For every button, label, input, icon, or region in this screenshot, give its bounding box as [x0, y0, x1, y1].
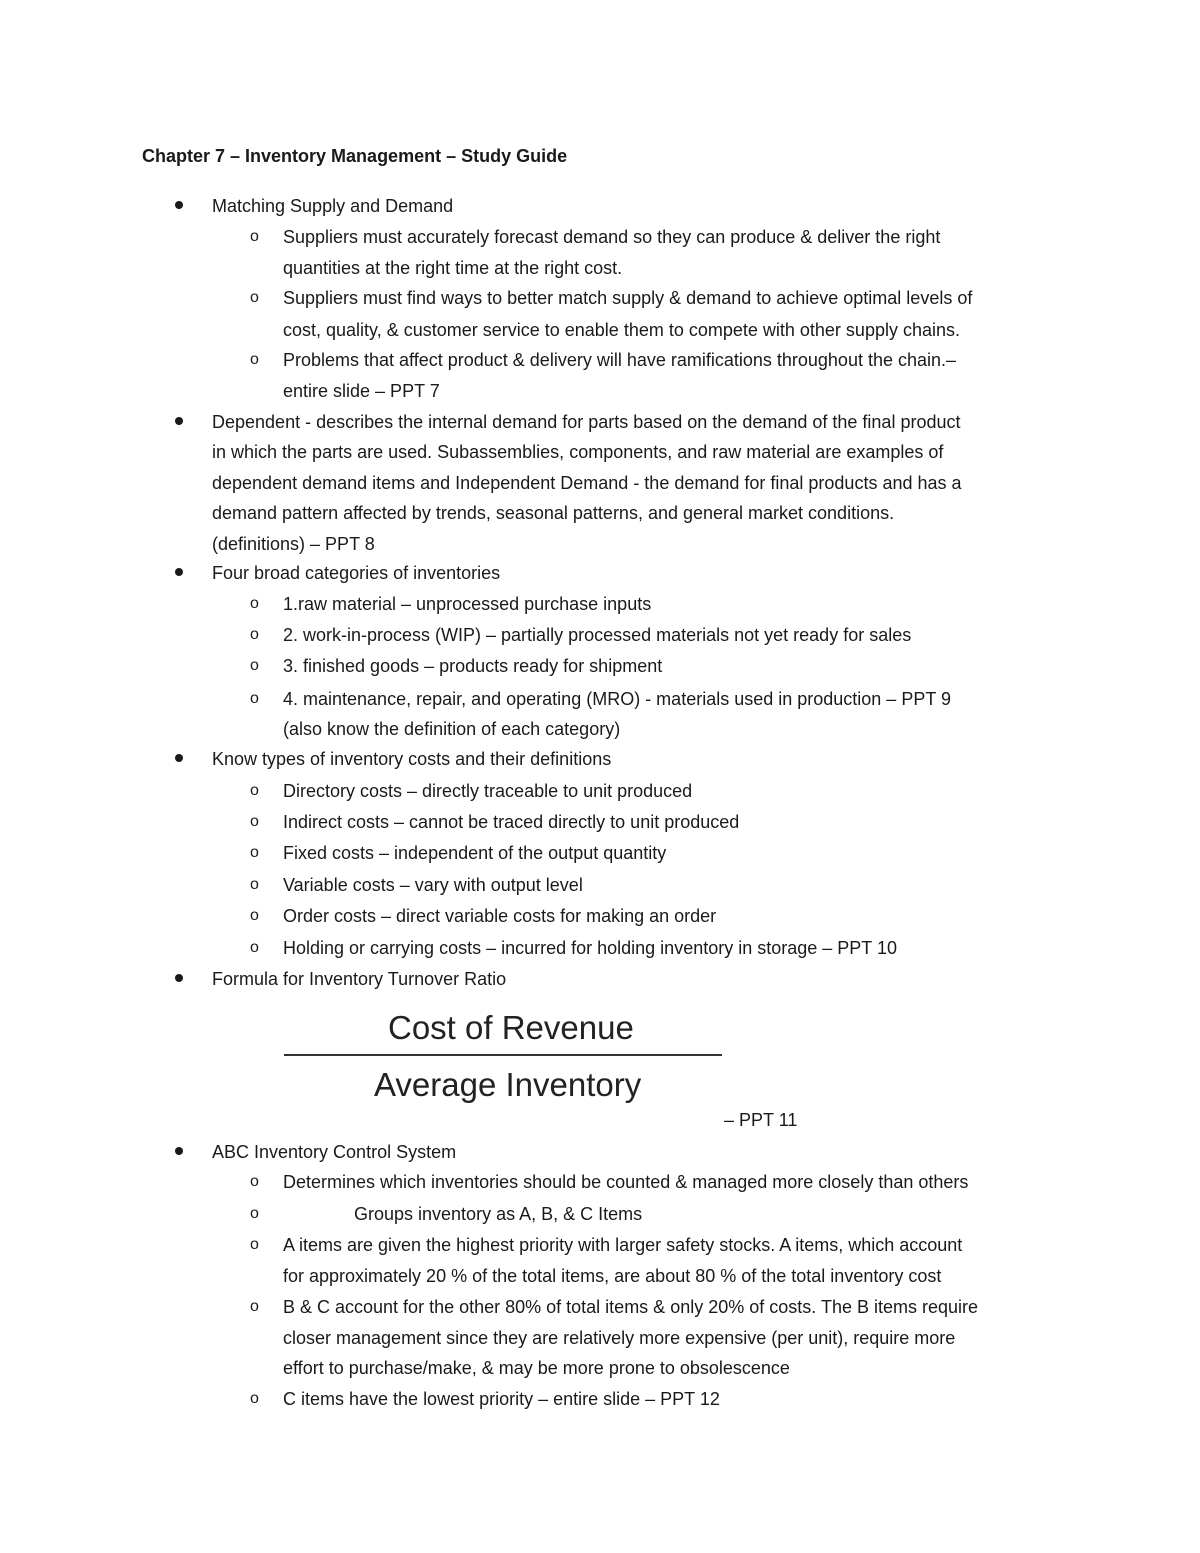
list-item: 3. finished goods – products ready for shipment — [283, 656, 663, 676]
subbullet-icon: o — [250, 1236, 259, 1253]
list-item: Suppliers must find ways to better match supply & demand to achieve optimal levels of — [283, 288, 973, 308]
list-item-continuation: (also know the definition of each category) — [283, 719, 621, 739]
bullet-icon — [175, 974, 183, 982]
subbullet-icon: o — [250, 228, 259, 245]
section-heading-categories: Four broad categories of inventories — [212, 563, 501, 583]
list-item: Suppliers must accurately forecast demand so they can produce & deliver the right — [283, 227, 941, 247]
dependent-paragraph-line: dependent demand items and Independent Demand - the demand for final products and has a — [212, 473, 962, 493]
subbullet-icon: o — [250, 1205, 259, 1222]
subbullet-icon: o — [250, 1390, 259, 1407]
subbullet-icon: o — [250, 690, 259, 707]
subbullet-icon: o — [250, 626, 259, 643]
subbullet-icon: o — [250, 657, 259, 674]
list-item: Determines which inventories should be counted & managed more closely than others — [283, 1172, 969, 1192]
bullet-icon — [175, 754, 183, 762]
formula-denominator: Average Inventory — [374, 1066, 642, 1103]
list-item-continuation: for approximately 20 % of the total items, are about 80 % of the total inventory cost — [283, 1266, 942, 1286]
bullet-icon — [175, 568, 183, 576]
list-item-continuation: entire slide – PPT 7 — [283, 381, 440, 401]
list-item-continuation: quantities at the right time at the right cost. — [283, 258, 623, 278]
list-item: Holding or carrying costs – incurred for holding inventory in storage – PPT 10 — [283, 938, 897, 958]
list-item: Groups inventory as A, B, & C Items — [354, 1204, 643, 1224]
section-heading-matching: Matching Supply and Demand — [212, 196, 454, 216]
section-heading-abc: ABC Inventory Control System — [212, 1142, 457, 1162]
list-item-continuation: effort to purchase/make, & may be more prone to obsolescence — [283, 1358, 790, 1378]
list-item: C items have the lowest priority – entire slide – PPT 12 — [283, 1389, 720, 1409]
list-item: Problems that affect product & delivery will have ramifications throughout the chain.– — [283, 350, 957, 370]
list-item: Order costs – direct variable costs for making an order — [283, 906, 717, 926]
subbullet-icon: o — [250, 782, 259, 799]
subbullet-icon: o — [250, 813, 259, 830]
dependent-paragraph-line: Dependent - describes the internal demand for parts based on the demand of the final product — [212, 412, 961, 432]
dependent-paragraph-line: (definitions) – PPT 8 — [212, 534, 375, 554]
list-item-continuation: cost, quality, & customer service to enable them to compete with other supply chains. — [283, 320, 960, 340]
subbullet-icon: o — [250, 876, 259, 893]
bullet-icon — [175, 1147, 183, 1155]
list-item: 4. maintenance, repair, and operating (MRO) - materials used in production – PPT 9 — [283, 689, 952, 709]
list-item: 2. work-in-process (WIP) – partially processed materials not yet ready for sales — [283, 625, 912, 645]
subbullet-icon: o — [250, 1173, 259, 1190]
bullet-icon — [175, 417, 183, 425]
subbullet-icon: o — [250, 844, 259, 861]
section-heading-costs: Know types of inventory costs and their definitions — [212, 749, 612, 769]
formula-fraction-bar — [284, 1054, 722, 1056]
subbullet-icon: o — [250, 907, 259, 924]
dependent-paragraph-line: demand pattern affected by trends, seasonal patterns, and general market conditions. — [212, 503, 895, 523]
document-title: Chapter 7 – Inventory Management – Study Guide — [142, 146, 568, 166]
list-item: Indirect costs – cannot be traced directly to unit produced — [283, 812, 740, 832]
formula-numerator: Cost of Revenue — [388, 1009, 634, 1046]
subbullet-icon: o — [250, 1298, 259, 1315]
list-item: 1.raw material – unprocessed purchase inputs — [283, 594, 652, 614]
subbullet-icon: o — [250, 289, 259, 306]
subbullet-icon: o — [250, 595, 259, 612]
formula-reference: – PPT 11 — [724, 1110, 798, 1130]
list-item: B & C account for the other 80% of total items & only 20% of costs. The B items require — [283, 1297, 979, 1317]
dependent-paragraph-line: in which the parts are used. Subassemblies, components, and raw material are examples of — [212, 442, 944, 462]
list-item: Variable costs – vary with output level — [283, 875, 583, 895]
list-item: Directory costs – directly traceable to unit produced — [283, 781, 693, 801]
list-item: Fixed costs – independent of the output quantity — [283, 843, 667, 863]
list-item-continuation: closer management since they are relatively more expensive (per unit), require more — [283, 1328, 956, 1348]
subbullet-icon: o — [250, 939, 259, 956]
bullet-icon — [175, 201, 183, 209]
subbullet-icon: o — [250, 351, 259, 368]
list-item: A items are given the highest priority with larger safety stocks. A items, which account — [283, 1235, 963, 1255]
section-heading-formula: Formula for Inventory Turnover Ratio — [212, 969, 507, 989]
